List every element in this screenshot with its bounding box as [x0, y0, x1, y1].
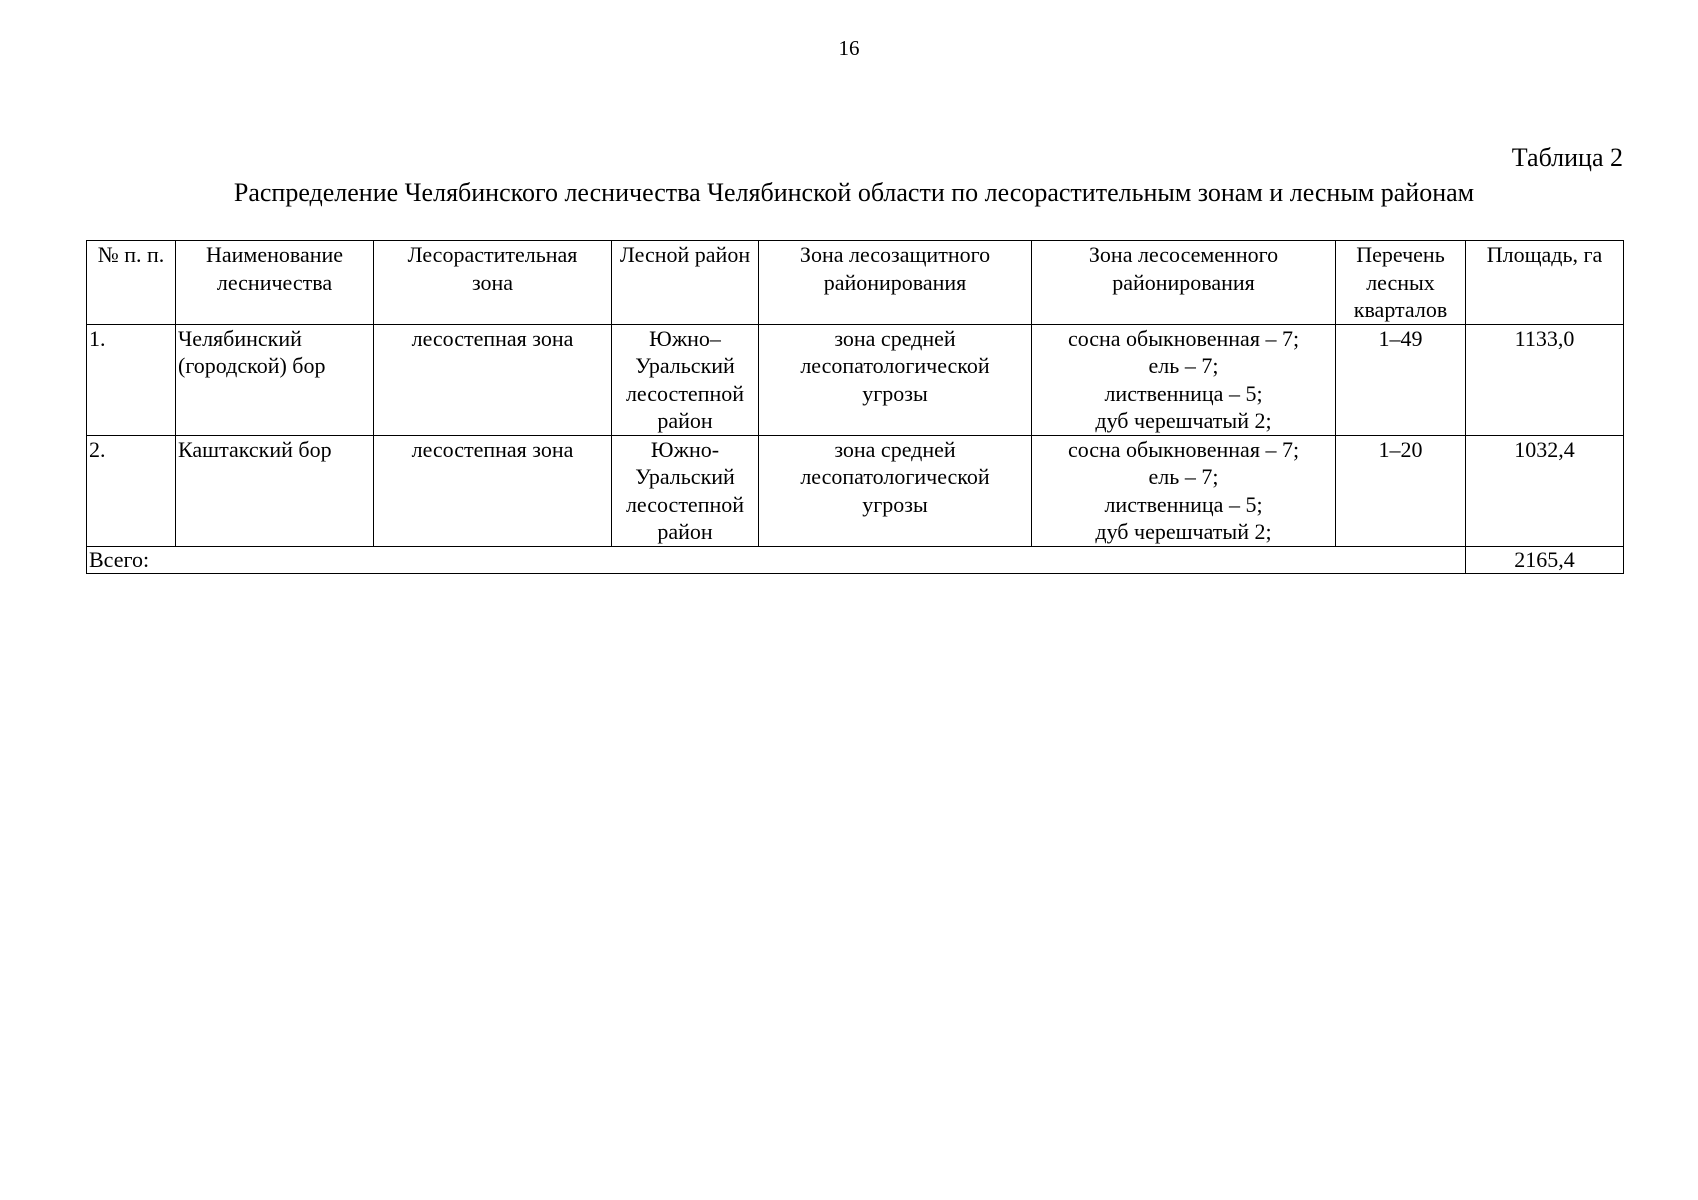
- cell-vegetation-zone: лесостепная зона: [374, 435, 612, 546]
- cell-number: 1.: [87, 324, 176, 435]
- header-number: № п. п.: [87, 241, 176, 325]
- header-area: Площадь, га: [1466, 241, 1624, 325]
- table-title: Распределение Челябинского лесничества Челябинской области по лесорастительным зонам и лесным районам: [233, 178, 1475, 207]
- cell-forestry-name: Каштакский бор: [176, 435, 374, 546]
- total-row: [87, 546, 1624, 573]
- cell-forestry-name: Челябинский (городской) бор: [176, 324, 374, 435]
- page-number: 16: [838, 36, 860, 60]
- table-row: [87, 324, 1624, 435]
- cell-area: 1133,0: [1466, 324, 1624, 435]
- total-area: 2165,4: [1466, 546, 1624, 573]
- cell-protection-zone: зона средней лесопатологической угрозы: [759, 435, 1032, 546]
- header-seed-zone: Зона лесосеменного районирования: [1032, 241, 1336, 325]
- cell-quarters: 1–20: [1336, 435, 1466, 546]
- header-forest-district: Лесной район: [612, 241, 759, 325]
- cell-protection-zone: зона средней лесопатологической угрозы: [759, 324, 1032, 435]
- header-vegetation-zone: Лесорастительная зона: [374, 241, 612, 325]
- header-protection-zone: Зона лесозащитного районирования: [759, 241, 1032, 325]
- cell-area: 1032,4: [1466, 435, 1624, 546]
- total-label: Всего:: [87, 546, 1466, 573]
- forestry-distribution-table: [86, 240, 1624, 574]
- cell-vegetation-zone: лесостепная зона: [374, 324, 612, 435]
- header-quarters-list: Перечень лесных кварталов: [1336, 241, 1466, 325]
- header-forestry-name: Наименование лесничества: [176, 241, 374, 325]
- cell-quarters: 1–49: [1336, 324, 1466, 435]
- cell-number: 2.: [87, 435, 176, 546]
- table-caption: Таблица 2: [1511, 143, 1623, 172]
- table-header-row: [87, 241, 1624, 325]
- cell-forest-district: Южно– Уральский лесостепной район: [612, 324, 759, 435]
- cell-seed-zone: сосна обыкновенная – 7; ель – 7; лиственница – 5; дуб черешчатый 2;: [1032, 435, 1336, 546]
- cell-seed-zone: сосна обыкновенная – 7; ель – 7; лиственница – 5; дуб черешчатый 2;: [1032, 324, 1336, 435]
- table-row: [87, 435, 1624, 546]
- cell-forest-district: Южно- Уральский лесостепной район: [612, 435, 759, 546]
